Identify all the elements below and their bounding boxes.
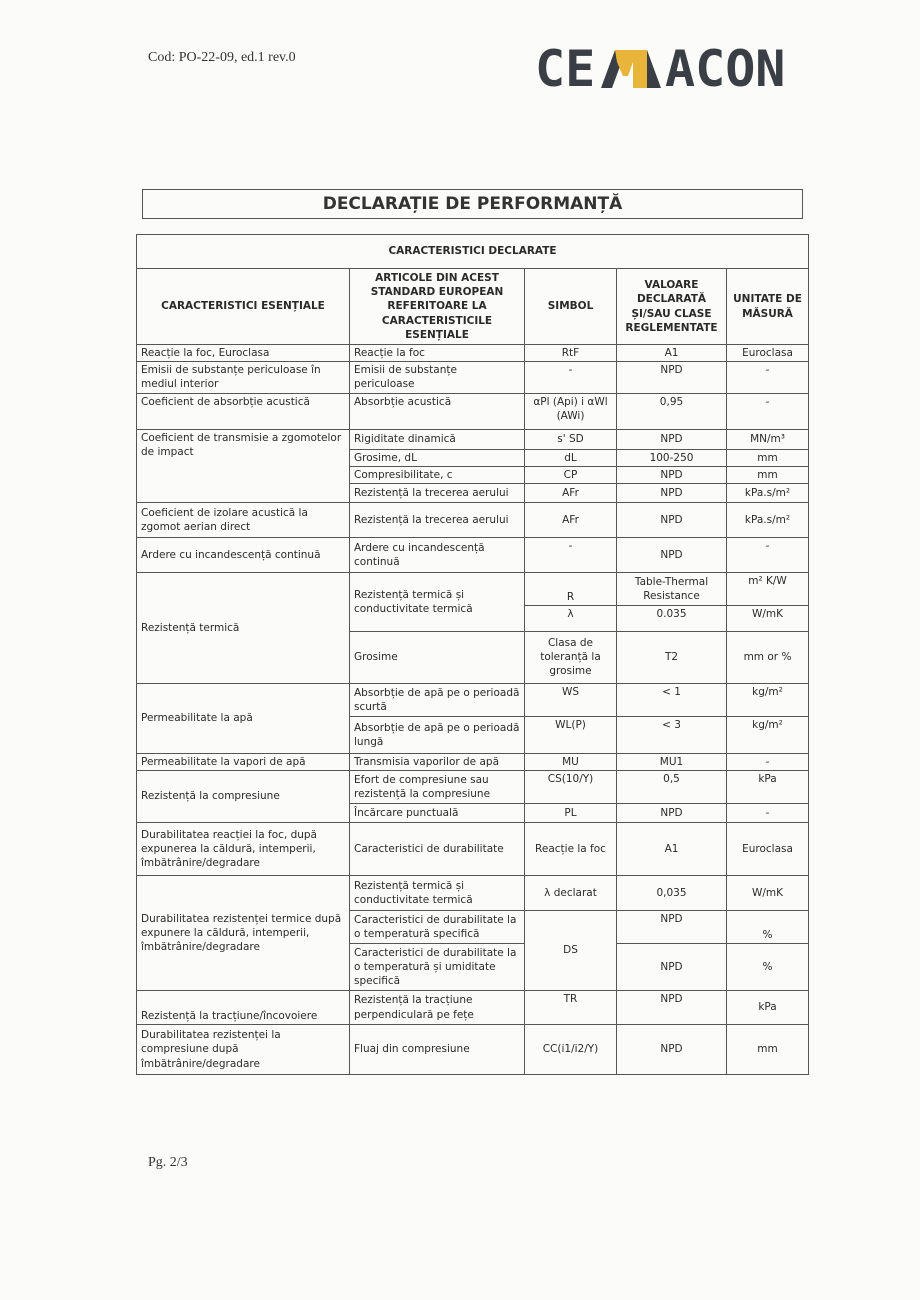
table-cell: NPD [617, 1025, 727, 1075]
table-cell: AFr [525, 483, 617, 502]
table-row [137, 572, 809, 605]
table-cell: Reacție la foc [350, 345, 525, 362]
table-cell: Rezistență termică și conductivitate termică [350, 572, 525, 631]
table-cell: Compresibilitate, c [350, 466, 525, 483]
table-cell: W/mK [727, 605, 809, 631]
table-cell: NPD [617, 483, 727, 502]
table-cell: CP [525, 466, 617, 483]
page-title: DECLARAȚIE DE PERFORMANȚĂ [142, 189, 803, 219]
table-cell: < 3 [617, 716, 727, 753]
table-cell: Emisii de substanțe periculoase [350, 362, 525, 393]
table-cell: Coeficient de izolare acustică la zgomot aerian direct [137, 502, 350, 537]
table-cell: Coeficient de absorbție acustică [137, 393, 350, 429]
table-row [137, 823, 809, 876]
table-cell: Table-Thermal Resistance [617, 572, 727, 605]
table-cell: Permeabilitate la apă [137, 683, 350, 753]
table-cell: WS [525, 683, 617, 716]
table-cell: Rigiditate dinamică [350, 429, 525, 449]
table-cell: - [727, 393, 809, 429]
table-cell: mm [727, 466, 809, 483]
table-cell: PL [525, 804, 617, 823]
table-row [137, 429, 809, 449]
table-row [137, 876, 809, 911]
table-row [137, 1025, 809, 1075]
table-cell: s' SD [525, 429, 617, 449]
performance-table [136, 234, 809, 1075]
table-cell: Permeabilitate la vapori de apă [137, 753, 350, 770]
table-cell: NPD [617, 944, 727, 991]
table-cell: - [525, 362, 617, 393]
table-cell: WL(P) [525, 716, 617, 753]
table-cell: NPD [617, 466, 727, 483]
table-cell: MU1 [617, 753, 727, 770]
table-cell: Clasa de toleranță la grosime [525, 631, 617, 683]
table-cell: Rezistență termică și conductivitate termică [350, 876, 525, 911]
table-cell: αPl (Api) i αWl (AWi) [525, 393, 617, 429]
table-row [137, 683, 809, 716]
table-cell: Grosime, dL [350, 449, 525, 466]
table-row [137, 502, 809, 537]
table-cell: % [727, 944, 809, 991]
table-cell: Rezistență la trecerea aerului [350, 483, 525, 502]
table-cell: NPD [617, 991, 727, 1025]
table-cell: AFr [525, 502, 617, 537]
table-cell: mm or % [727, 631, 809, 683]
page-number: Pg. 2/3 [148, 1155, 188, 1170]
table-cell: Reacție la foc, Euroclasa [137, 345, 350, 362]
table-cell: Rezistență la tracțiune/încovoiere [137, 991, 350, 1025]
table-row [137, 345, 809, 362]
table-cell: Transmisia vaporilor de apă [350, 753, 525, 770]
table-cell: kg/m² [727, 716, 809, 753]
table-cell: NPD [617, 804, 727, 823]
table-cell: RtF [525, 345, 617, 362]
table-cell: dL [525, 449, 617, 466]
table-cell: DS [525, 911, 617, 991]
table-cell: Rezistență la trecerea aerului [350, 502, 525, 537]
table-cell: CC(i1/i2/Y) [525, 1025, 617, 1075]
logo-text-left: CE [535, 42, 596, 90]
table-row [137, 393, 809, 429]
header-essential-characteristics: CARACTERISTICI ESENȚIALE [137, 269, 350, 345]
table-cell: Rezistență la compresiune [137, 771, 350, 823]
header-symbol: SIMBOL [525, 269, 617, 345]
table-cell: Euroclasa [727, 823, 809, 876]
table-cell: Absorbție de apă pe o perioadă lungă [350, 716, 525, 753]
table-cell: Ardere cu incandescență continuă [137, 537, 350, 572]
table-cell: NPD [617, 911, 727, 944]
table-cell: Reacție la foc [525, 823, 617, 876]
table-cell: MU [525, 753, 617, 770]
table-cell: mm [727, 1025, 809, 1075]
table-cell: A1 [617, 345, 727, 362]
table-cell: Durabilitatea rezistenței la compresiune după îmbătrânire/degradare [137, 1025, 350, 1075]
table-cell: A1 [617, 823, 727, 876]
header-unit: UNITATE DE MĂSURĂ [727, 269, 809, 345]
cemacon-logo [535, 42, 800, 90]
table-cell: < 1 [617, 683, 727, 716]
table-cell: 0,035 [617, 876, 727, 911]
table-cell: Emisii de substanțe periculoase în mediul interior [137, 362, 350, 393]
table-cell: 0,5 [617, 771, 727, 804]
table-cell: kg/m² [727, 683, 809, 716]
table-cell: Caracteristici de durabilitate la o temperatură și umiditate specifică [350, 944, 525, 991]
table-cell: T2 [617, 631, 727, 683]
table-cell: kPa.s/m² [727, 483, 809, 502]
logo-m-mark [601, 50, 661, 88]
table-cell: NPD [617, 362, 727, 393]
table-cell: 0,95 [617, 393, 727, 429]
table-cell: - [727, 362, 809, 393]
table-cell: 100-250 [617, 449, 727, 466]
table-row [137, 753, 809, 770]
table-cell: Rezistență termică [137, 572, 350, 683]
table-cell: - [727, 537, 809, 572]
table-cell: kPa.s/m² [727, 502, 809, 537]
table-row [137, 537, 809, 572]
table-cell: Absorbție acustică [350, 393, 525, 429]
table-cell: W/mK [727, 876, 809, 911]
table-cell: λ declarat [525, 876, 617, 911]
table-cell: - [525, 537, 617, 572]
table-cell: R [525, 572, 617, 605]
table-cell: MN/m³ [727, 429, 809, 449]
table-caption: CARACTERISTICI DECLARATE [137, 235, 809, 269]
table-cell: CS(10/Y) [525, 771, 617, 804]
table-cell: % [727, 911, 809, 944]
table-cell: Ardere cu incandescență continuă [350, 537, 525, 572]
table-cell: Caracteristici de durabilitate [350, 823, 525, 876]
table-cell: NPD [617, 429, 727, 449]
table-cell: Efort de compresiune sau rezistență la compresiune [350, 771, 525, 804]
table-row [137, 771, 809, 804]
table-row [137, 991, 809, 1025]
logo-text-right: ACON [665, 42, 786, 90]
header-declared-value: VALOARE DECLARATĂ ȘI/SAU CLASE REGLEMENTATE [617, 269, 727, 345]
table-cell: Durabilitatea reacției la foc, după expunerea la căldură, intemperii, îmbătrânire/degradare [137, 823, 350, 876]
table-cell: Încărcare punctuală [350, 804, 525, 823]
table-header-row [137, 269, 809, 345]
table-cell: Grosime [350, 631, 525, 683]
table-cell: NPD [617, 537, 727, 572]
table-cell: 0.035 [617, 605, 727, 631]
table-cell: - [727, 804, 809, 823]
table-cell: mm [727, 449, 809, 466]
table-cell: λ [525, 605, 617, 631]
document-code: Cod: PO-22-09, ed.1 rev.0 [148, 50, 296, 65]
table-cell: - [727, 753, 809, 770]
table-cell: kPa [727, 991, 809, 1025]
table-cell: Coeficient de transmisie a zgomotelor de impact [137, 429, 350, 502]
table-cell: kPa [727, 771, 809, 804]
table-cell: m² K/W [727, 572, 809, 605]
table-cell: NPD [617, 502, 727, 537]
header-standard-articles: ARTICOLE DIN ACEST STANDARD EUROPEAN REFERITOARE LA CARACTERISTICILE ESENȚIALE [350, 269, 525, 345]
table-cell: Absorbție de apă pe o perioadă scurtă [350, 683, 525, 716]
table-cell: Durabilitatea rezistenței termice după expunere la căldură, intemperii, îmbătrânire/degradare [137, 876, 350, 991]
table-cell: Rezistență la tracțiune perpendiculară pe fețe [350, 991, 525, 1025]
table-row [137, 362, 809, 393]
table-cell: Caracteristici de durabilitate la o temperatură specifică [350, 911, 525, 944]
table-cell: Euroclasa [727, 345, 809, 362]
table-cell: TR [525, 991, 617, 1025]
table-cell: Fluaj din compresiune [350, 1025, 525, 1075]
